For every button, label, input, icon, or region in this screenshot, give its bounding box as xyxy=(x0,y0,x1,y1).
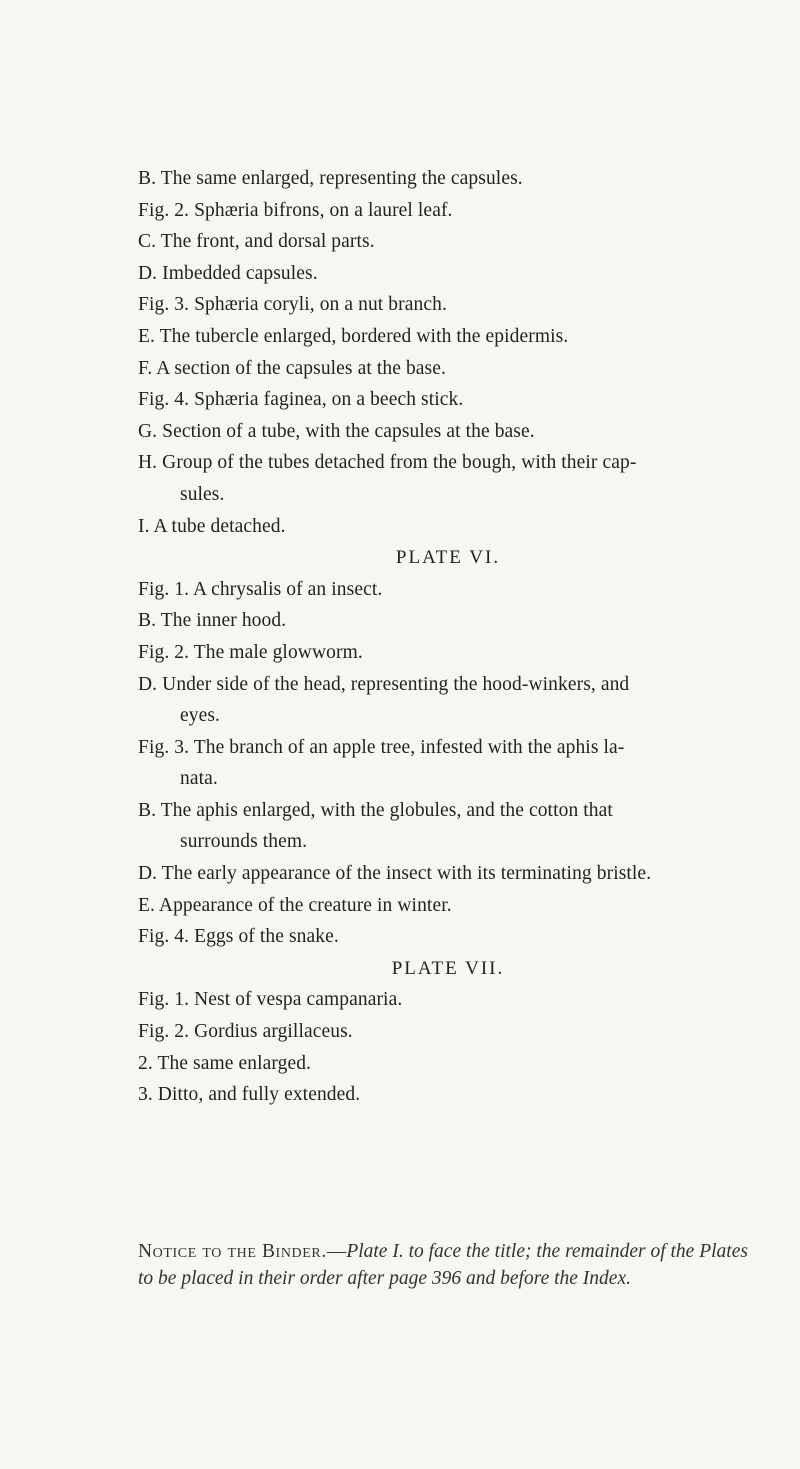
figure-entry: E. Appearance of the creature in winter. xyxy=(138,894,452,916)
figure-entry: Fig. 2. The male glowworm. xyxy=(138,641,363,663)
entry-continuation: eyes. xyxy=(180,705,221,727)
notice-dash: — xyxy=(326,1241,347,1262)
figure-entry: Fig. 1. A chrysalis of an insect. xyxy=(138,578,383,600)
plate-heading: PLATE VII. xyxy=(391,957,505,979)
figure-entry: C. The front, and dorsal parts. xyxy=(138,231,375,253)
figure-entry: D. Under side of the head, representing the hood-winkers, and xyxy=(138,673,630,695)
binder-notice xyxy=(138,1238,748,1292)
figure-entry: B. The inner hood. xyxy=(138,610,287,632)
plate-descriptions xyxy=(138,163,738,1111)
entry-continuation: surrounds them. xyxy=(180,831,308,853)
figure-entry: B. The same enlarged, representing the capsules. xyxy=(138,168,523,189)
figure-entry: D. The early appearance of the insect with its terminating bristle. xyxy=(138,863,652,885)
figure-entry: E. The tubercle enlarged, bordered with the epidermis. xyxy=(138,325,569,347)
notice-body: Plate I. to face the title; the remainder of the Plates to be placed in their order after page 396 and before the Index. xyxy=(138,1241,748,1289)
entry-continuation: nata. xyxy=(180,768,218,790)
figure-entry: B. The aphis enlarged, with the globules, and the cotton that xyxy=(138,799,613,821)
notice-label: Notice to the Binder. xyxy=(138,1241,327,1262)
figure-entry: F. A section of the capsules at the base. xyxy=(138,357,446,379)
plate-heading: PLATE VI. xyxy=(395,547,501,569)
figure-entry: Fig. 3. The branch of an apple tree, infested with the aphis la- xyxy=(138,736,625,758)
figure-entry: Fig. 2. Sphæria bifrons, on a laurel leaf. xyxy=(138,199,453,221)
figure-entry: D. Imbedded capsules. xyxy=(138,262,318,284)
figure-entry: 2. The same enlarged. xyxy=(138,1052,312,1074)
entry-continuation: sules. xyxy=(180,483,225,505)
figure-entry: 3. Ditto, and fully extended. xyxy=(138,1084,361,1106)
figure-entry: G. Section of a tube, with the capsules at the base. xyxy=(138,420,535,442)
figure-entry: Fig. 3. Sphæria coryli, on a nut branch. xyxy=(138,294,447,316)
figure-entry: Fig. 2. Gordius argillaceus. xyxy=(138,1021,353,1043)
figure-entry: H. Group of the tubes detached from the bough, with their cap- xyxy=(138,452,637,474)
figure-entry: I. A tube detached. xyxy=(138,515,286,537)
figure-entry: Fig. 4. Eggs of the snake. xyxy=(138,926,339,948)
figure-entry: Fig. 1. Nest of vespa campanaria. xyxy=(138,989,403,1011)
figure-entry: Fig. 4. Sphæria faginea, on a beech stick. xyxy=(138,389,464,411)
